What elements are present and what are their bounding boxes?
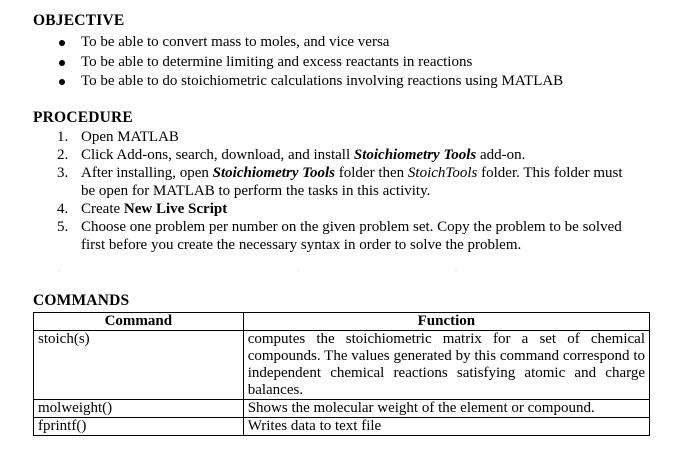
step-text-line2: be open for MATLAB to perform the tasks in this activity. — [81, 183, 431, 199]
bullet-icon — [59, 40, 65, 46]
step-text: Create — [81, 201, 124, 217]
step-emphasis: Stoichiometry Tools — [353, 147, 477, 163]
function-cell: Shows the molecular weight of the element or compound. — [243, 400, 649, 418]
column-header-command: Command — [34, 313, 244, 331]
table-row — [34, 400, 650, 418]
objective-item-text: To be able to determine limiting and excess reactants in reactions — [81, 53, 473, 70]
bullet-icon — [59, 79, 65, 85]
step-text: folder. This folder must — [477, 165, 623, 181]
step-number: 5. — [57, 219, 69, 235]
list-item — [33, 53, 563, 73]
procedure-step-2 — [33, 146, 663, 164]
procedure-list — [33, 128, 663, 254]
scan-artifact: - — [455, 268, 457, 274]
step-text: After installing, open — [81, 165, 213, 181]
function-cell: Writes data to text file — [243, 418, 649, 436]
step-number: 2. — [57, 147, 69, 163]
objective-list — [33, 33, 563, 92]
procedure-step-3 — [33, 164, 663, 200]
table-row — [34, 418, 650, 436]
objective-heading: OBJECTIVE — [33, 12, 125, 29]
command-cell: fprintf() — [34, 418, 244, 436]
table-header-row — [34, 313, 650, 331]
function-cell: computes the stoichiometric matrix for a set of chemical compounds. The values generated by this command correspond to independent chemical reactions satisfying atomic and charge balances. — [243, 331, 649, 400]
step-text: Open MATLAB — [81, 129, 179, 145]
procedure-step-4 — [33, 200, 663, 218]
step-text-line2: first before you create the necessary syntax in order to solve the problem. — [81, 237, 522, 253]
scan-artifact: - — [58, 268, 60, 274]
commands-table — [33, 312, 650, 436]
table-row — [34, 331, 650, 400]
step-bold: New Live Script — [123, 201, 228, 217]
procedure-step-1 — [33, 128, 663, 146]
command-cell: molweight() — [34, 400, 244, 418]
commands-heading: COMMANDS — [33, 292, 130, 309]
step-emphasis: Stoichiometry Tools — [212, 165, 336, 181]
list-item — [33, 72, 563, 92]
procedure-step-5 — [33, 218, 663, 254]
step-italic: StoichTools — [407, 165, 478, 181]
column-header-function: Function — [243, 313, 649, 331]
command-cell: stoich(s) — [34, 331, 244, 400]
objective-item-text: To be able to do stoichiometric calculations involving reactions using MATLAB — [81, 73, 564, 89]
step-text: add-on. — [476, 147, 526, 163]
scan-artifact: - — [297, 268, 299, 274]
objective-item-text: To be able to convert mass to moles, and vice versa — [81, 34, 390, 50]
step-text: Click Add-ons, search, download, and install — [81, 147, 354, 163]
bullet-icon — [59, 60, 65, 66]
step-text: folder then — [335, 165, 408, 181]
step-number: 4. — [57, 201, 69, 217]
list-item — [33, 33, 563, 53]
step-text: Choose one problem per number on the given problem set. Copy the problem to be solved — [81, 219, 622, 235]
procedure-heading: PROCEDURE — [33, 109, 133, 126]
step-number: 1. — [57, 129, 69, 145]
step-number: 3. — [57, 165, 69, 181]
